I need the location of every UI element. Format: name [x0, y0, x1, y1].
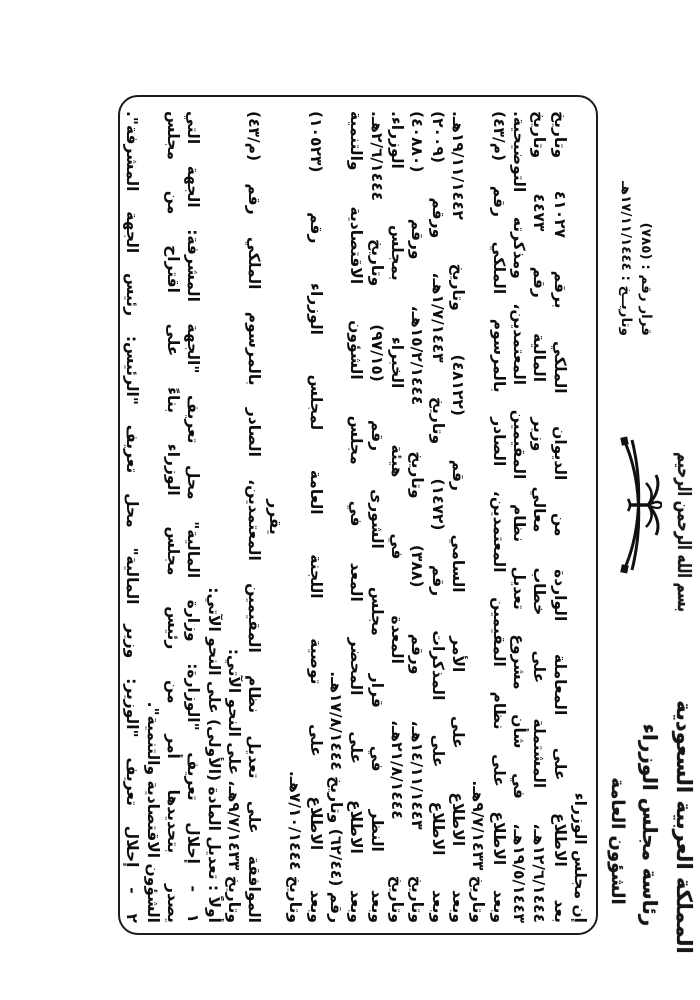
decision-header	[616, 160, 656, 336]
body-line: الشؤون الاقتصادية والتنمية".	[143, 701, 162, 923]
letterhead-council-presidency: رئاسة مجلس الوزراء	[638, 723, 662, 927]
body-line: رقم (٦٢/٤٤) وتاريخ ١٧/٨/١٤٤٤هـ.	[326, 671, 345, 923]
body-line: ١٩/٥/١٤٤٣هـ، في شأن مشروع تعديل نظام المقيمين المعتمدين، ومذكرته التوضيحية.	[509, 111, 528, 923]
body-line: بعد الاطلاع على المعاملة الواردة من الديوان الملكي برقم ٤١٠٢٧ وتاريخ	[550, 111, 569, 923]
body-line: وبعد الاطلاع على المحضر المعد في مجلس الشؤون الاقتصادية والتنمية	[347, 111, 366, 923]
body-line: وبعد النظر في قرار مجلس الشورى رقم (٩٧/١٥) وتاريخ ٢/٦/١٤٤٤هـ.	[367, 111, 386, 923]
body-line: وبعد الاطلاع على المذكرات رقم (١٤٧٢) وتاريخ ١/٧/١٤٤٣هـ، ورقم (٢٠٠٩)	[428, 111, 447, 923]
body-line: أولاً : تعديل المادة (الأولى) على النحو الآتي:	[204, 587, 223, 923]
body-line: ١٢/٦/١٤٤٤هـ، المشتملة على خطاب معالي وزير المالية رقم ٤٤٧٣ وتاريخ	[530, 111, 549, 923]
body-line: وبعد الاطلاع على الأمر السامي رقم (٤٨١٢٢) وتاريخ ١٩/١١/١٤٤٢هـ.	[448, 111, 467, 923]
body-line: وتاريخ ٩/٧/١٤٣٣هـ.	[469, 780, 488, 923]
decision-number: قرار رقم : (٧٨٥)	[638, 222, 654, 336]
body-line: وتاريخ ٩/٧/١٤٣٣هـ، على النحو الآتي:	[225, 648, 244, 923]
body-line: وتاريخ ٧/١٠/١٤٤٤هـ.	[286, 770, 305, 923]
body-line: يصدر بتحديدها أمر من رئيس مجلس الوزراء بناءً على اقتراح من مجلس	[164, 111, 183, 923]
body-line: وبعد الاطلاع على توصية اللجنة العامة لمجلس الوزراء رقم (١٠٥٢٣)	[306, 111, 325, 923]
decree-word: يقرر	[265, 499, 284, 535]
letterhead-general-affairs: الشؤون العامة	[607, 777, 628, 905]
body-line: ٢ - إحلال تعريف "الوزير: وزير المالية" محل تعريف "الرئيس: رئيس الجهة المشرفة".	[123, 111, 142, 923]
decision-date: وتاريــخ : ١٧/١١/١٤٤٤هـ	[618, 181, 634, 336]
body-line: وبعد الاطلاع على نظام المقيمين المعتمدين، الصادر بالمرسوم الملكي رقم (م/٤٣)	[489, 111, 508, 923]
body-line: الموافقة على تعديل نظام المقيمين المعتمدين، الصادر بالمرسوم الملكي رقم (م/٤٣)	[245, 111, 264, 923]
bismillah-calligraphy: بسم الله الرحمن الرحيم	[672, 452, 694, 612]
body-line: وتاريخ ١٤/١١/١٤٤٣هـ، ورقم (٣٨٨) وتاريخ ١٥/٢/١٤٤٤هـ، ورقم (٤٠٨٨٠)	[408, 111, 427, 923]
body-line: ١ - إحلال تعريف "الوزارة: وزارة المالية" محل تعريف "الجهة المشرفة: الجهة التي	[184, 111, 203, 923]
body-line: إن مجلس الوزراء	[571, 792, 589, 923]
decree-body-box	[118, 95, 598, 935]
letterhead-kingdom-name: المملكة العربية السعودية	[672, 700, 696, 954]
body-line: وتاريخ ٢١/٨/١٤٤٤هـ، المعدة في هيئة الخبراء بمجلس الوزراء.	[387, 111, 406, 923]
saudi-emblem-icon	[616, 435, 662, 575]
